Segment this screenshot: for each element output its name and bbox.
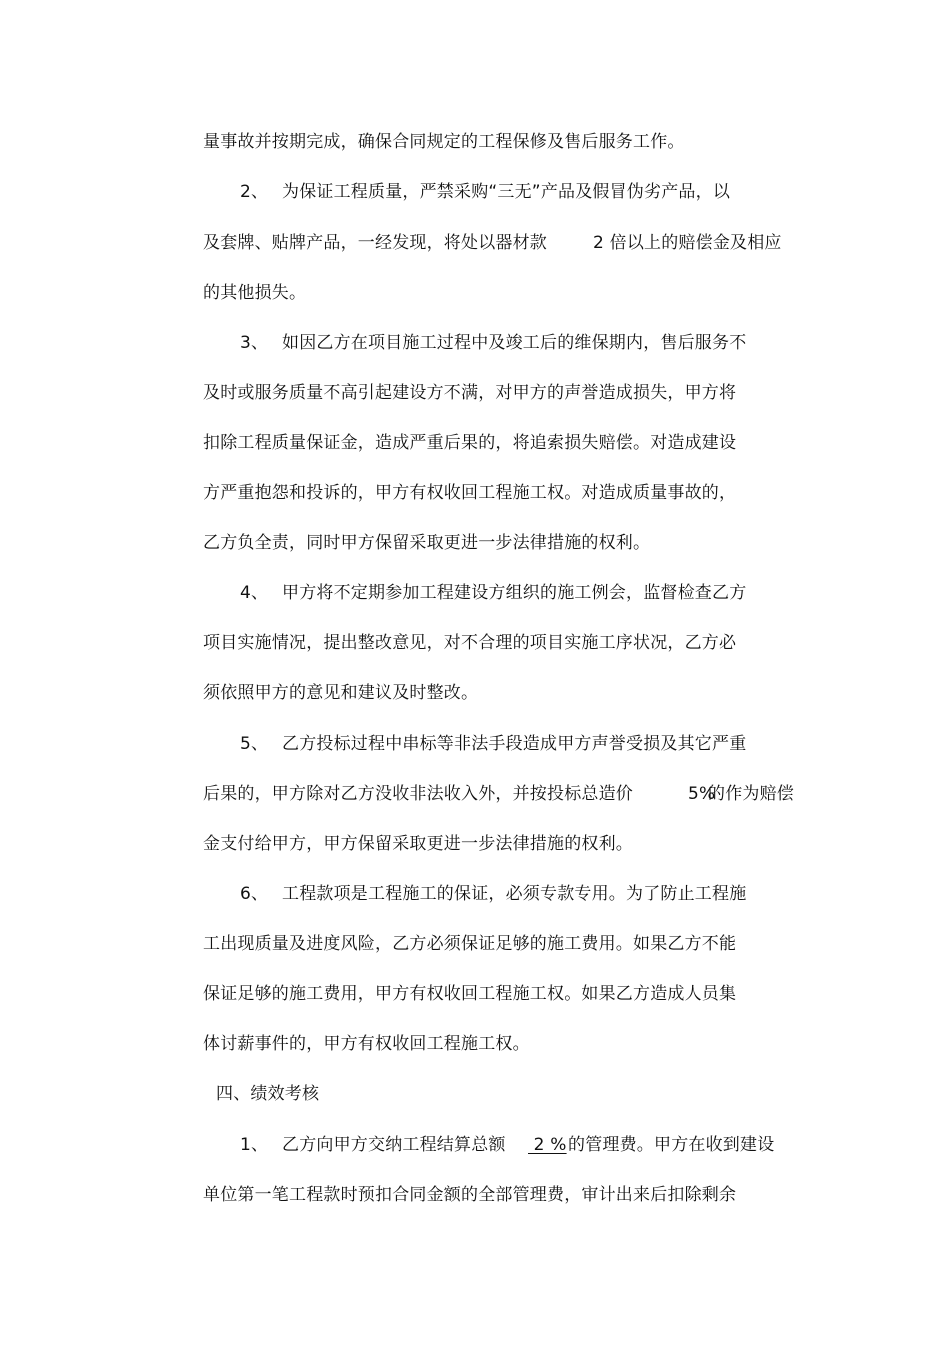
item-number: 4、: [240, 583, 269, 603]
text-segment: 的作为赔偿: [708, 784, 794, 804]
text-segment: 工程款项是工程施工的保证，必须专款专用。为了防止工程施: [282, 884, 747, 904]
text-segment: 的管理费。甲方在收到建设: [568, 1135, 775, 1155]
text-segment: 扣除工程质量保证金，造成严重后果的，将追索损失赔偿。对造成建设: [203, 433, 737, 453]
text-segment: 及时或服务质量不高引起建设方不满，对甲方的声誉造成损失，甲方将: [203, 383, 737, 403]
text-segment: 工出现质量及进度风险，乙方必须保证足够的施工费用。如果乙方不能: [203, 934, 737, 954]
item-number: 1、: [240, 1135, 269, 1155]
text-segment: 甲方将不定期参加工程建设方组织的施工例会，监督检查乙方: [282, 583, 747, 603]
text-segment: 方严重抱怨和投诉的，甲方有权收回工程施工权。对造成质量事故的，: [203, 483, 737, 503]
text-segment: 金支付给甲方，甲方保留采取更进一步法律措施的权利。: [203, 834, 633, 854]
text-segment: 须依照甲方的意见和建议及时整改。: [203, 683, 479, 703]
item-number: 5、: [240, 734, 269, 754]
item-number: 3、: [240, 333, 269, 353]
text-segment: 及套牌、贴牌产品，一经发现，将处以器材款: [203, 233, 547, 253]
text-segment: 体讨薪事件的，甲方有权收回工程施工权。: [203, 1034, 530, 1054]
text-segment: 项目实施情况，提出整改意见，对不合理的项目实施工序状况，乙方必: [203, 633, 737, 653]
text-segment: 的其他损失。: [203, 283, 307, 303]
text-segment: 乙方向甲方交纳工程结算总额: [282, 1135, 506, 1155]
text-segment: 如因乙方在项目施工过程中及竣工后的维保期内，售后服务不: [282, 333, 747, 353]
item-number: 2、: [240, 182, 269, 202]
text-segment: 2 倍以上的赔偿金及相应: [593, 233, 782, 253]
text-segment: 乙方负全责，同时甲方保留采取更进一步法律措施的权利。: [203, 533, 651, 553]
text-segment: 后果的，甲方除对乙方没收非法收入外，并按投标总造价: [203, 784, 633, 804]
text-segment: 保证足够的施工费用，甲方有权收回工程施工权。如果乙方造成人员集: [203, 984, 737, 1004]
item-number: 6、: [240, 884, 269, 904]
text-segment: 乙方投标过程中串标等非法手段造成甲方声誉受损及其它严重: [282, 734, 747, 754]
heading-text: 四、绩效考核: [216, 1084, 320, 1104]
percentage-value: 5%: [688, 784, 716, 804]
text-segment: 单位第一笔工程款时预扣合同金额的全部管理费，审计出来后扣除剩余: [203, 1185, 737, 1205]
text-segment: 量事故并按期完成，确保合同规定的工程保修及售后服务工作。: [203, 132, 685, 152]
fee-percentage: 2 %: [528, 1135, 567, 1155]
paragraph-line: [0, 1183, 737, 1255]
text-segment: 为保证工程质量，严禁采购“三无”产品及假冒伪劣产品，以: [282, 182, 731, 202]
